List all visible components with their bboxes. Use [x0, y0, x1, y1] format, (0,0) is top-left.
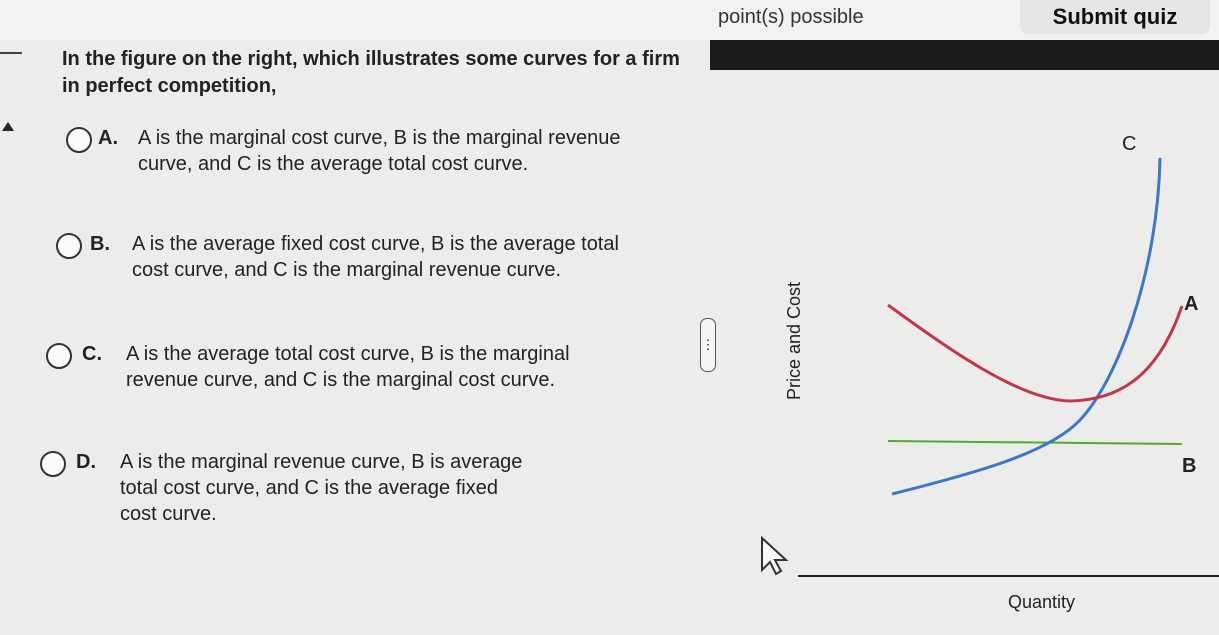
label-b: B	[1182, 455, 1197, 477]
curve-b	[888, 441, 1182, 444]
option-b-letter: B.	[90, 233, 110, 255]
mouse-cursor-icon	[762, 538, 786, 574]
option-b-text: A is the average fixed cost curve, B is the average total cost curve, and C is the marginal revenue curve.	[132, 233, 619, 281]
option-d[interactable]	[40, 448, 620, 538]
side-divider	[0, 52, 22, 54]
radio-option-a[interactable]	[66, 127, 92, 153]
option-d-letter: D.	[76, 451, 96, 473]
y-axis-label: Price and Cost	[784, 281, 804, 400]
figure-panel	[720, 70, 1219, 635]
option-c-letter: C.	[82, 343, 102, 365]
option-c-text: A is the average total cost curve, B is the marginal revenue curve, and C is the marginal cost curve.	[126, 343, 570, 391]
option-a-text: A is the marginal cost curve, B is the marginal revenue curve, and C is the average total cost curve.	[138, 127, 621, 175]
cost-curves-figure	[720, 70, 1219, 635]
option-c[interactable]	[46, 340, 626, 430]
x-axis-label: Quantity	[1008, 592, 1076, 612]
option-d-text: A is the marginal revenue curve, B is average total cost curve, and C is the average fixed cost curve.	[120, 451, 523, 525]
curve-a	[888, 305, 1182, 401]
panel-resize-handle[interactable]	[700, 318, 716, 372]
submit-quiz-button[interactable]: Submit quiz	[1020, 0, 1210, 34]
points-possible: point(s) possible	[718, 6, 864, 28]
radio-option-c[interactable]	[46, 343, 72, 369]
label-c: C	[1122, 133, 1137, 155]
label-a: A	[1184, 293, 1199, 315]
option-b[interactable]	[56, 230, 626, 320]
option-a[interactable]	[66, 122, 626, 212]
collapse-arrow-icon[interactable]	[2, 122, 14, 131]
radio-option-d[interactable]	[40, 451, 66, 477]
question-text: In the figure on the right, which illustrates some curves for a firm in perfect competition,	[62, 48, 680, 97]
handle-dots-icon: ⋮	[701, 337, 715, 352]
option-a-letter: A.	[98, 127, 118, 149]
radio-option-b[interactable]	[56, 233, 82, 259]
